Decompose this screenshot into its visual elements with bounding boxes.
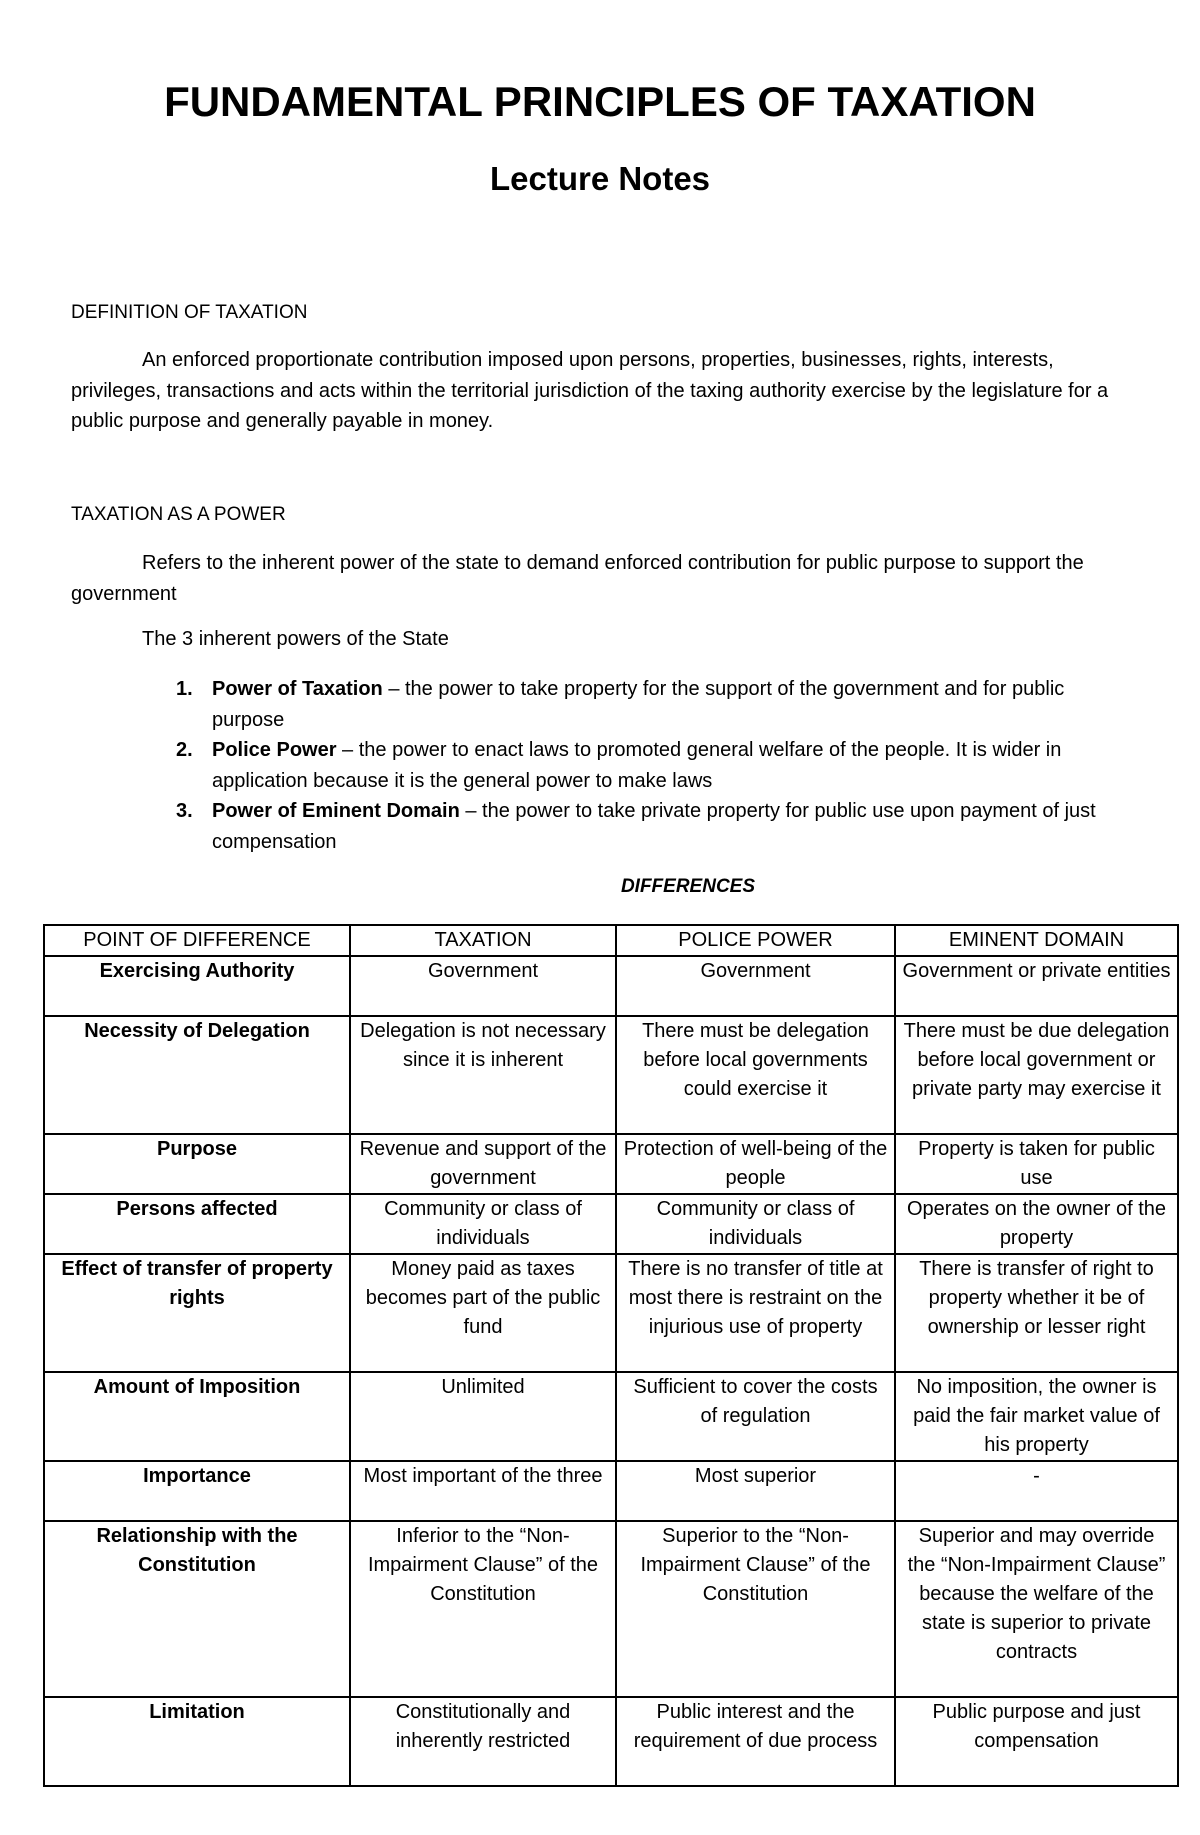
inherent-power-item xyxy=(176,796,1132,857)
power-heading: TAXATION AS A POWER xyxy=(71,504,286,525)
column-header: TAXATION xyxy=(350,925,616,956)
row-label: Persons affected xyxy=(44,1194,350,1254)
item-number: 1. xyxy=(176,678,193,700)
table-cell: Protection of well-being of the people xyxy=(616,1134,895,1194)
table-row xyxy=(44,1194,1178,1254)
item-number: 2. xyxy=(176,739,193,761)
table-row xyxy=(44,1016,1178,1134)
definition-text: An enforced proportionate contribution imposed upon persons, properties, businesses, rights, interests, privileges, transactions and acts within the territorial jurisdiction of the taxing authority exercise by the legislature for a public purpose and generally payable in money. xyxy=(71,349,1109,432)
table-cell: There must be delegation before local governments could exercise it xyxy=(616,1016,895,1134)
table-cell: Unlimited xyxy=(350,1372,616,1461)
table-cell: Constitutionally and inherently restricted xyxy=(350,1697,616,1786)
table-cell: Revenue and support of the government xyxy=(350,1134,616,1194)
item-description: – the power to take private property for public use upon payment of just compensation xyxy=(212,800,1096,853)
table-cell: Public interest and the requirement of due process xyxy=(616,1697,895,1786)
inherent-power-item xyxy=(176,674,1132,735)
table-cell: Delegation is not necessary since it is inherent xyxy=(350,1016,616,1134)
row-label: Exercising Authority xyxy=(44,956,350,1016)
table-header-row xyxy=(44,925,1178,956)
table-cell: Sufficient to cover the costs of regulation xyxy=(616,1372,895,1461)
table-cell: Superior and may override the “Non-Impairment Clause” because the welfare of the state is superior to private contracts xyxy=(895,1521,1178,1697)
table-cell: Inferior to the “Non-Impairment Clause” of the Constitution xyxy=(350,1521,616,1697)
table-cell: Community or class of individuals xyxy=(616,1194,895,1254)
row-label: Relationship with the Constitution xyxy=(44,1521,350,1697)
inherent-powers-intro: The 3 inherent powers of the State xyxy=(142,628,449,650)
item-term: Police Power xyxy=(212,739,337,761)
table-row xyxy=(44,956,1178,1016)
document-title: FUNDAMENTAL PRINCIPLES OF TAXATION xyxy=(164,78,1036,125)
item-term: Power of Eminent Domain xyxy=(212,800,460,822)
differences-caption: DIFFERENCES xyxy=(620,876,756,897)
column-header: EMINENT DOMAIN xyxy=(895,925,1178,956)
row-label: Limitation xyxy=(44,1697,350,1786)
item-description: – the power to enact laws to promoted general welfare of the people. It is wider in application because it is the general power to make laws xyxy=(212,739,1062,792)
definition-heading: DEFINITION OF TAXATION xyxy=(71,302,308,323)
inherent-powers-list xyxy=(176,674,1132,857)
table-cell: Government xyxy=(616,956,895,1016)
row-label: Amount of Imposition xyxy=(44,1372,350,1461)
table-cell: Government or private entities xyxy=(895,956,1178,1016)
table-row xyxy=(44,1372,1178,1461)
item-term: Power of Taxation xyxy=(212,678,383,700)
column-header: POINT OF DIFFERENCE xyxy=(44,925,350,956)
table-cell: There is transfer of right to property whether it be of ownership or lesser right xyxy=(895,1254,1178,1372)
row-label: Effect of transfer of property rights xyxy=(44,1254,350,1372)
row-label: Purpose xyxy=(44,1134,350,1194)
table-cell: Money paid as taxes becomes part of the public fund xyxy=(350,1254,616,1372)
item-description: – the power to take property for the support of the government and for public purpose xyxy=(212,678,1065,731)
table-cell: No imposition, the owner is paid the fair market value of his property xyxy=(895,1372,1178,1461)
table-cell: - xyxy=(895,1461,1178,1521)
table-cell: Operates on the owner of the property xyxy=(895,1194,1178,1254)
power-text: Refers to the inherent power of the state to demand enforced contribution for public purpose to support the government xyxy=(71,552,1084,605)
table-cell: There is no transfer of title at most there is restraint on the injurious use of property xyxy=(616,1254,895,1372)
column-header: POLICE POWER xyxy=(616,925,895,956)
table-row xyxy=(44,1697,1178,1786)
document-subtitle: Lecture Notes xyxy=(489,160,711,197)
differences-table xyxy=(43,924,1179,1787)
table-row xyxy=(44,1134,1178,1194)
row-label: Importance xyxy=(44,1461,350,1521)
inherent-power-item xyxy=(176,735,1132,796)
table-cell: Government xyxy=(350,956,616,1016)
table-row xyxy=(44,1254,1178,1372)
table-cell: Property is taken for public use xyxy=(895,1134,1178,1194)
table-cell: Superior to the “Non-Impairment Clause” of the Constitution xyxy=(616,1521,895,1697)
table-cell: Community or class of individuals xyxy=(350,1194,616,1254)
item-number: 3. xyxy=(176,800,193,822)
table-row xyxy=(44,1461,1178,1521)
table-cell: There must be due delegation before local government or private party may exercise it xyxy=(895,1016,1178,1134)
table-cell: Most superior xyxy=(616,1461,895,1521)
table-cell: Public purpose and just compensation xyxy=(895,1697,1178,1786)
table-cell: Most important of the three xyxy=(350,1461,616,1521)
row-label: Necessity of Delegation xyxy=(44,1016,350,1134)
table-row xyxy=(44,1521,1178,1697)
